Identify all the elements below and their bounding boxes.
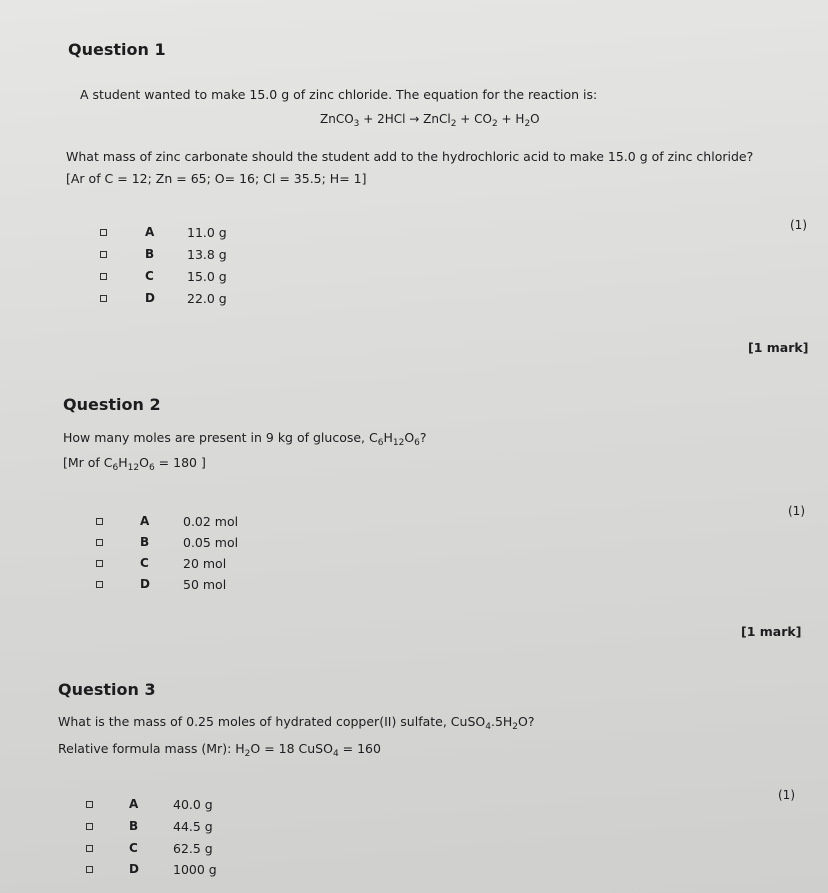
q1-marks: [1 mark]	[748, 340, 809, 355]
checkbox-a[interactable]	[96, 518, 103, 525]
checkbox-d[interactable]	[96, 581, 103, 588]
option-value: 1000 g	[173, 862, 217, 877]
q2-one-mark: (1)	[788, 504, 805, 518]
checkbox-c[interactable]	[86, 845, 93, 852]
q2-marks: [1 mark]	[741, 624, 802, 639]
option-letter: D	[140, 577, 150, 591]
option-value: 13.8 g	[187, 247, 227, 262]
option-letter: A	[129, 797, 139, 811]
q3-data-line: Relative formula mass (Mr): $H_2O = 18$ CuSO$_4$ = 160	[58, 741, 381, 759]
checkbox-b[interactable]	[86, 823, 93, 830]
q3-question: What is the mass of 0.25 moles of hydrated copper(II) sulfate, $CuSO_4.5H_2O$?	[58, 714, 535, 732]
option-value: 40.0 g	[173, 797, 213, 812]
option-letter: B	[129, 819, 139, 833]
q1-intro: A student wanted to make 15.0 g of zinc chloride. The equation for the reaction is:	[80, 87, 598, 102]
checkbox-a[interactable]	[100, 229, 107, 236]
checkbox-a[interactable]	[86, 801, 93, 808]
q3-one-mark: (1)	[778, 788, 795, 802]
checkbox-b[interactable]	[100, 251, 107, 258]
checkbox-b[interactable]	[96, 539, 103, 546]
option-letter: C	[129, 841, 138, 855]
option-value: 0.02 mol	[183, 514, 239, 529]
option-letter: B	[140, 535, 150, 549]
checkbox-d[interactable]	[100, 295, 107, 302]
option-value: 44.5 g	[173, 819, 213, 834]
option-value: 62.5 g	[173, 841, 213, 856]
q1-heading: Question 1	[68, 40, 166, 59]
checkbox-c[interactable]	[100, 273, 107, 280]
option-value: 0.05 mol	[183, 535, 239, 550]
option-letter: B	[145, 247, 155, 261]
option-letter: A	[145, 225, 155, 239]
option-letter: C	[145, 269, 154, 283]
q2-heading: Question 2	[63, 395, 161, 414]
option-value: 22.0 g	[187, 291, 227, 306]
checkbox-c[interactable]	[96, 560, 103, 567]
option-letter: D	[145, 291, 155, 305]
option-value: 15.0 g	[187, 269, 227, 284]
option-value: 50 mol	[183, 577, 227, 592]
option-letter: D	[129, 862, 139, 876]
q2-question: How many moles are present in 9 kg of glucose, $C_6H_{12}O_6$?	[63, 430, 427, 448]
q1-one-mark: (1)	[790, 218, 807, 232]
q3-heading: Question 3	[58, 680, 156, 699]
option-letter: A	[140, 514, 150, 528]
q1-question: What mass of zinc carbonate should the student add to the hydrochloric acid to make 15.0 g of zinc chloride?	[66, 149, 754, 164]
option-letter: C	[140, 556, 149, 570]
option-value: 11.0 g	[187, 225, 227, 240]
option-value: 20 mol	[183, 556, 227, 571]
q2-data-line: [Mr of $C_6H_{12}O_6 = 180$ ]	[63, 455, 206, 473]
q1-equation: ZnCO$_3$ + 2HCl → ZnCl$_2$ + $CO_2 + H_2O$	[320, 112, 540, 129]
q1-data-line: [Ar of C = 12; Zn = 65; O= 16; Cl = 35.5; H= 1]	[66, 171, 367, 186]
checkbox-d[interactable]	[86, 866, 93, 873]
